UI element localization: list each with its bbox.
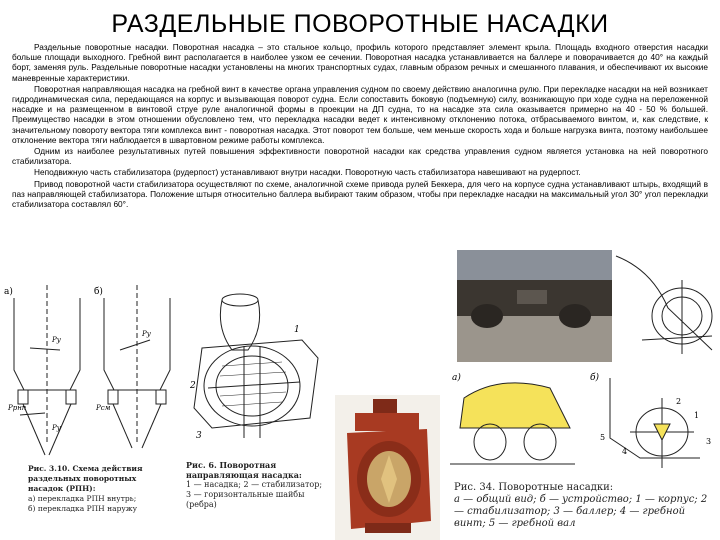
part-number: 2 bbox=[190, 381, 196, 391]
figure-3-10 bbox=[0, 280, 180, 540]
part-number: 4 bbox=[622, 447, 628, 456]
subfigure-label-b: б) bbox=[94, 287, 103, 297]
caption-fig-3-10 bbox=[28, 464, 168, 514]
force-label: Pу bbox=[52, 336, 61, 344]
subfigure-label-a: а) bbox=[4, 287, 13, 297]
paragraph: Поворотная направляющая насадка на гребной винт в качестве органа управления судном по своему действию аналогична рулю. При перекладке насадки на ней возникает гидродинамическая сила, передающаяся на корпус и вызывающая поворот судна. Если сопоставить боковую (подъемную) силу, возникающую при ходе судна на переложенной насадке и на размещенном в винтовой струе руле аналогичной формы в проекции на ДП судна, то на насадке эта сила оказывается примерно на 40 - 50 % большей. Преимущество насадки в этом отношении обусловлено тем, что перекладка насадки ведет к интенсивному отклонению потока, отбрасываемого винтом, и, как следствие, к значительному повороту вектора тяги комплекса винт - поворотная насадка. Этот поворот тем больше, чем меньше скорость хода и больше нагрузка винта, поэтому наибольшее отклонение вектора тяги наблюдается в швартовном режиме работы комплекса. bbox=[12, 83, 708, 145]
subfigure-label-b: б) bbox=[590, 373, 600, 383]
caption-line: а — общий вид; б — устройство; 1 — корпус; 2 — стабилизатор; 3 — баллер; 4 — гребной винт; 5 — гребной вал bbox=[454, 494, 708, 529]
part-number: 3 bbox=[706, 437, 712, 446]
caption-title: Рис. 6. Поворотная направляющая насадка: bbox=[186, 460, 302, 480]
figure-6 bbox=[182, 288, 332, 540]
caption-line: 1 — насадка; 2 — стабилизатор; 3 — горизонтальные шайбы (ребра) bbox=[186, 480, 323, 509]
body-text bbox=[12, 42, 708, 210]
paragraph: Раздельные поворотные насадки. Поворотная насадка – это стальное кольцо, профиль которого представляет элемент крыла. Площадь входного отверстия насадки больше площади выходного. Гребной винт располагается в наиболее узком ее сечении. Поворотная насадка устанавливается на баллере и поворачивается до 40° на каждый борт, заменяя руль. Раздельные поворотные насадки установлены на многих транспортных судах, главным образом речных и смешанного плавания, и обеспечивают их высокие маневренные характеристики. bbox=[12, 42, 708, 83]
caption-line: б) перекладка РПН наружу bbox=[28, 504, 138, 513]
page-title: РАЗДЕЛЬНЫЕ ПОВОРОТНЫЕ НАСАДКИ bbox=[111, 10, 609, 38]
caption-title: Рис. 3.10. Схема действия раздельных поворотных насадок (РПН): bbox=[28, 464, 143, 493]
caption-line: а) перекладка РПН внутрь; bbox=[28, 494, 137, 503]
nozzle-types-drawing bbox=[450, 368, 720, 478]
force-label: Pу bbox=[142, 330, 151, 338]
paragraph: Одним из наиболее результативных путей повышения эффективности поворотной насадки как средства управления судном является установка на ней поворотного стабилизатора. bbox=[12, 146, 708, 167]
caption-fig-6 bbox=[186, 460, 328, 510]
paragraph: Привод поворотной части стабилизатора осуществляют по схеме, аналогичной схеме привода рулей Беккера, для чего на корпусе судна устанавливают штырь, входящий в паз направляющей стабилизатора. Положение штыря относительно баллера выбирают таким образом, чтобы при перекладке насадки на максимальный угол 30° угол перекладки стабилизатора составлял 60°. bbox=[12, 178, 708, 210]
part-number: 2 bbox=[676, 397, 682, 406]
part-number: 1 bbox=[294, 325, 300, 335]
subfigure-label-a: а) bbox=[452, 373, 461, 383]
ship-stern-photo bbox=[457, 250, 612, 362]
red-nozzle-photo bbox=[335, 395, 440, 540]
force-label: Pсм bbox=[96, 404, 111, 412]
figure-34 bbox=[450, 368, 720, 540]
force-label: Pу bbox=[52, 424, 61, 432]
steering-nozzle-drawing bbox=[182, 288, 332, 458]
nozzle-sketch bbox=[612, 250, 720, 362]
force-label: Pрнп bbox=[8, 404, 27, 412]
part-number: 1 bbox=[694, 411, 700, 420]
caption-title: Рис. 34. Поворотные насадки: bbox=[454, 482, 614, 493]
part-number: 5 bbox=[600, 433, 606, 442]
paragraph: Неподвижную часть стабилизатора (рудерпост) устанавливают внутри насадки. Поворотную часть стабилизатора навешивают на рудерпост. bbox=[34, 167, 581, 178]
caption-fig-34 bbox=[454, 482, 716, 530]
part-number: 3 bbox=[196, 431, 202, 441]
